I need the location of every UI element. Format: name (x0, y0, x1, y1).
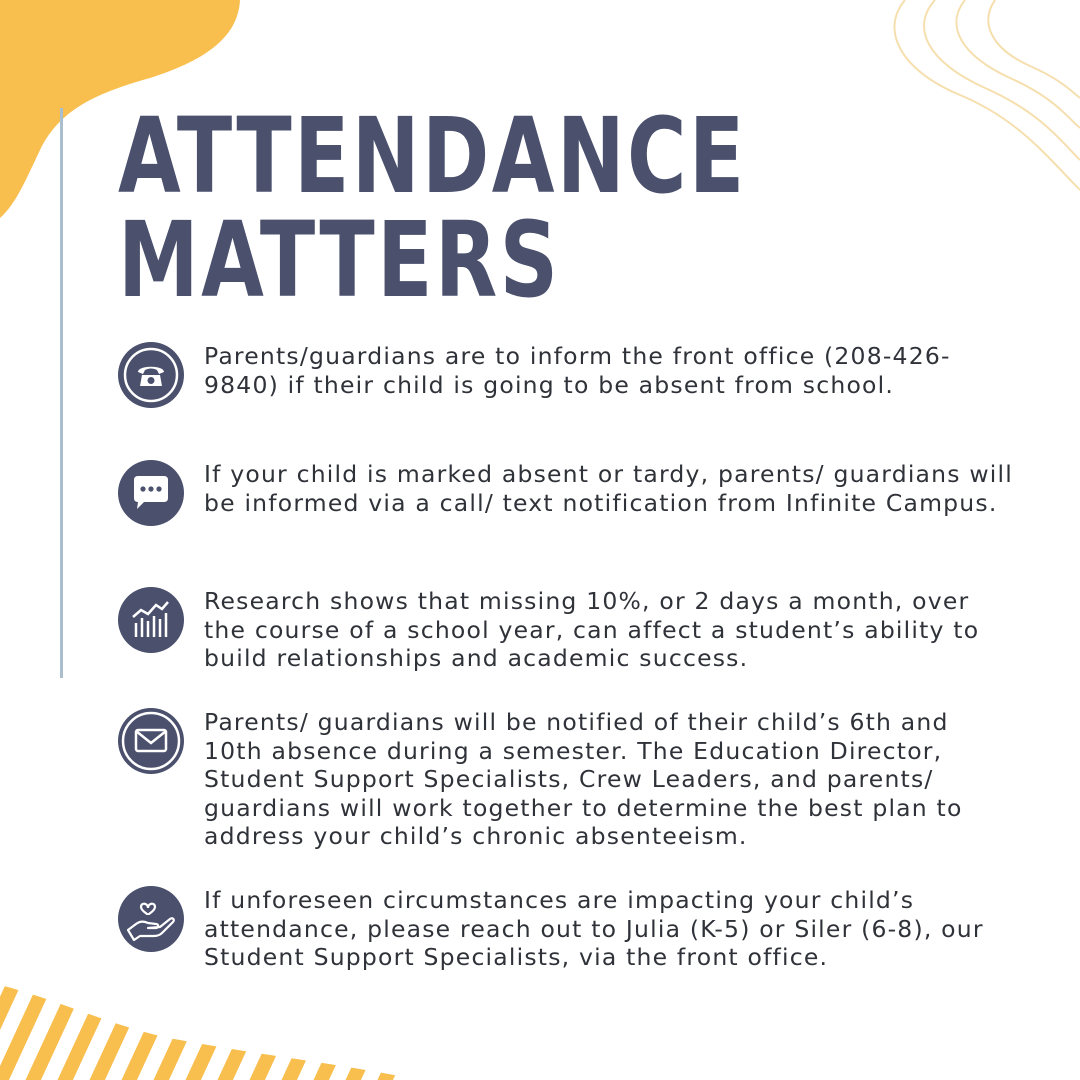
item-text: If unforeseen circumstances are impacting your child’s attendance, please reach out to Julia (K-5) or Siler (6-8), our Student Support Specialists, via the front office. (204, 886, 984, 971)
bar-chart-icon (118, 587, 184, 653)
vertical-divider (60, 108, 63, 678)
wavy-lines-decoration (894, 0, 1080, 190)
page-title (118, 95, 747, 321)
title-line-2: MATTERS (118, 199, 561, 321)
chat-bubble-icon (118, 460, 184, 526)
title-line-1: ATTENDANCE (118, 95, 747, 217)
item-text: Parents/guardians are to inform the front office (208-426-9840) if their child is going to be absent from school. (204, 342, 951, 399)
item-text: If your child is marked absent or tardy, parents/ guardians will be informed via a call/ text notification from Infinite Campus. (204, 460, 1013, 517)
heart-hand-icon (118, 886, 184, 952)
item-text: Parents/ guardians will be notified of their child’s 6th and 10th absence during a semester. The Education Director, Student Support Specialists, Crew Leaders, and parents/ guardians will work together to determine the best plan to address your child’s chronic absenteeism. (204, 708, 963, 850)
telephone-icon (118, 342, 184, 408)
envelope-icon (118, 708, 184, 774)
yellow-stripes-decoration (0, 970, 436, 1080)
item-text: Research shows that missing 10%, or 2 days a month, over the course of a school year, can affect a student’s ability to build relationships and academic success. (204, 587, 980, 672)
